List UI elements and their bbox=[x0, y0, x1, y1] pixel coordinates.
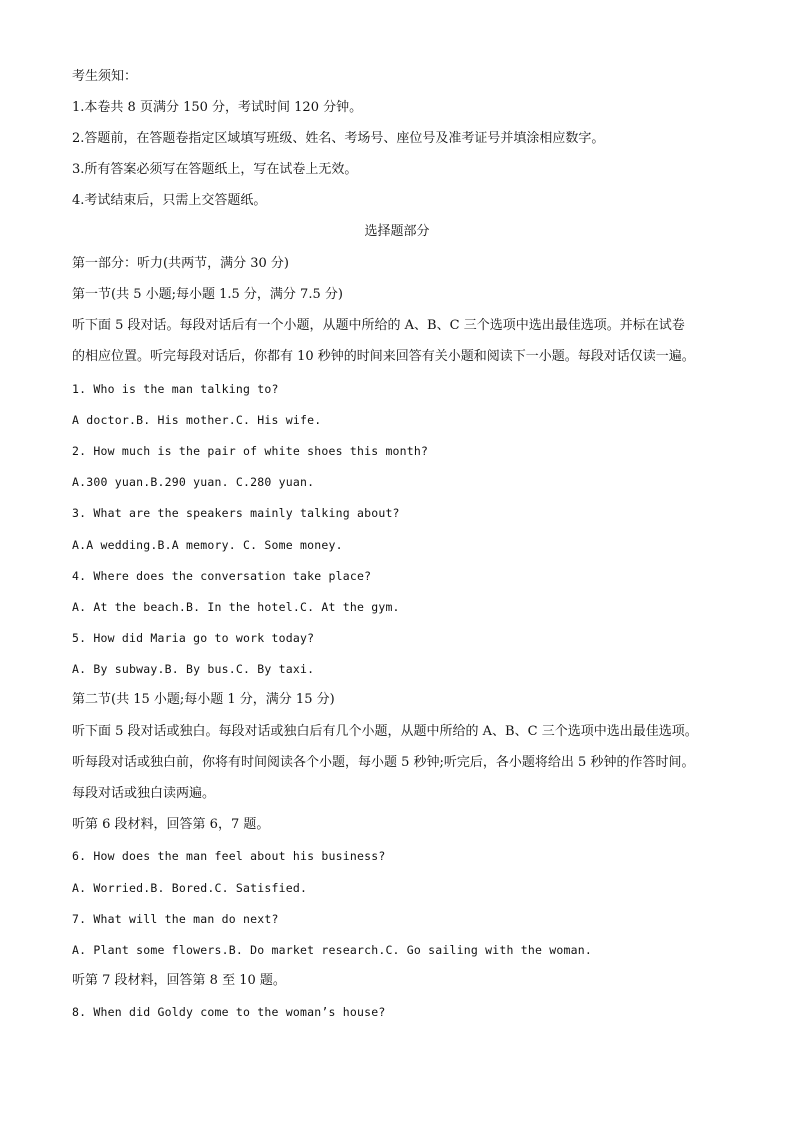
section-heading: 选择题部分 bbox=[364, 224, 430, 239]
options-3: A.A wedding.B.A memory. C. Some money. bbox=[72, 538, 343, 552]
section1-title: 第一节(共 5 小题;每小题 1.5 分，满分 7.5 分) bbox=[72, 287, 343, 302]
question-2: 2. How much is the pair of white shoes this month? bbox=[72, 444, 429, 458]
notice-item-2: 2.答题前，在答题卷指定区域填写班级、姓名、考场号、座位号及准考证号并填涂相应数字。 bbox=[72, 131, 605, 146]
question-1: 1. Who is the man talking to? bbox=[72, 382, 279, 396]
options-2: A.300 yuan.B.290 yuan. C.280 yuan. bbox=[72, 475, 315, 489]
section2-instruction-3: 每段对话或独白读两遍。 bbox=[72, 786, 216, 801]
section1-instruction-1: 听下面 5 段对话。每段对话后有一个小题，从题中所给的 A、B、C 三个选项中选出最佳选项。并标在试卷 bbox=[72, 318, 685, 333]
section2-instruction-1: 听下面 5 段对话或独白。每段对话或独白后有几个小题，从题中所给的 A、B、C 三个选项中选出最佳选项。 bbox=[72, 724, 698, 739]
section2-title: 第二节(共 15 小题;每小题 1 分，满分 15 分) bbox=[72, 692, 335, 707]
material-6-heading: 听第 6 段材料，回答第 6，7 题。 bbox=[72, 817, 270, 832]
question-8: 8. When did Goldy come to the woman’s house? bbox=[72, 1005, 386, 1019]
notice-title: 考生须知： bbox=[72, 69, 138, 84]
material-7-heading: 听第 7 段材料，回答第 8 至 10 题。 bbox=[72, 973, 286, 988]
notice-item-3: 3.所有答案必须写在答题纸上，写在试卷上无效。 bbox=[72, 162, 358, 177]
question-4: 4. Where does the conversation take place? bbox=[72, 569, 372, 583]
question-7: 7. What will the man do next? bbox=[72, 912, 279, 926]
options-1: A doctor.B. His mother.C. His wife. bbox=[72, 413, 322, 427]
question-3: 3. What are the speakers mainly talking about? bbox=[72, 506, 400, 520]
question-5: 5. How did Maria go to work today? bbox=[72, 631, 315, 645]
question-6: 6. How does the man feel about his business? bbox=[72, 849, 386, 863]
section1-instruction-2: 的相应位置。听完每段对话后，你都有 10 秒钟的时间来回答有关小题和阅读下一小题。每段对话仅读一遍。 bbox=[72, 349, 695, 364]
options-4: A. At the beach.B. In the hotel.C. At the gym. bbox=[72, 600, 400, 614]
notice-item-1: 1.本卷共 8 页满分 150 分，考试时间 120 分钟。 bbox=[72, 100, 363, 115]
part1-title: 第一部分：听力(共两节，满分 30 分) bbox=[72, 256, 289, 271]
notice-item-4: 4.考试结束后，只需上交答题纸。 bbox=[72, 193, 267, 208]
options-6: A. Worried.B. Bored.C. Satisfied. bbox=[72, 881, 308, 895]
options-7: A. Plant some flowers.B. Do market research.C. Go sailing with the woman. bbox=[72, 943, 593, 957]
section2-instruction-2: 听每段对话或独白前，你将有时间阅读各个小题，每小题 5 秒钟;听完后，各小题将给出 5 秒钟的作答时间。 bbox=[72, 755, 695, 770]
options-5: A. By subway.B. By bus.C. By taxi. bbox=[72, 662, 315, 676]
